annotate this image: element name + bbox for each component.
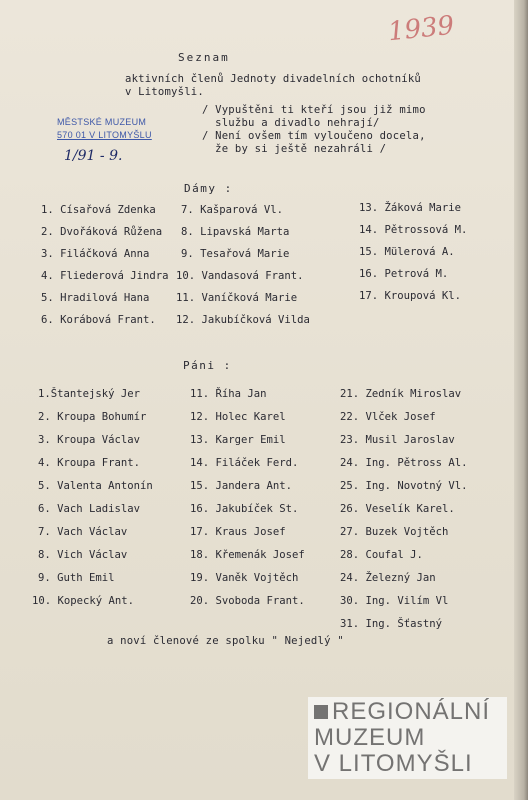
list-item: 8. Vich Václav — [38, 549, 128, 561]
list-item: 12. Holec Karel — [190, 411, 286, 423]
list-item: 12. Jakubíčková Vilda — [176, 314, 310, 326]
note-block — [202, 104, 426, 156]
list-item: 21. Zedník Miroslav — [340, 388, 462, 400]
list-item: 13. Žáková Marie — [359, 202, 462, 214]
watermark-square-icon — [314, 705, 328, 719]
list-item: 10. Vandasová Frant. — [176, 270, 304, 282]
note-line: / Není ovšem tím vyloučeno docela, — [202, 130, 426, 142]
list-item: 4. Fliederová Jindra — [41, 270, 169, 282]
list-item: 31. Ing. Šťastný — [340, 618, 443, 630]
museum-watermark — [308, 697, 507, 779]
list-item: 2. Dvořáková Růžena — [41, 226, 163, 238]
list-item: 15. Mülerová A. — [359, 246, 455, 258]
list-item: 7. Vach Václav — [38, 526, 128, 538]
list-item: 8. Lipavská Marta — [181, 226, 290, 238]
list-item: 27. Buzek Vojtěch — [340, 526, 449, 538]
section-heading-pani: Páni : — [183, 359, 232, 372]
section-heading-damy: Dámy : — [184, 182, 233, 195]
list-item: 30. Ing. Vilím Vl — [340, 595, 449, 607]
watermark-line-1: REGIONÁLNÍ — [332, 698, 491, 725]
list-item: 1. Císařová Zdenka — [41, 204, 156, 216]
list-item: 26. Veselík Karel. — [340, 503, 455, 515]
list-item: 16. Petrová M. — [359, 268, 449, 280]
list-item: 3. Kroupa Václav — [38, 434, 141, 446]
inventory-note: 1/91 - 9. — [64, 148, 123, 164]
page-edge — [514, 0, 528, 800]
list-item: 20. Svoboda Frant. — [190, 595, 305, 607]
list-item: 22. Vlček Josef — [340, 411, 436, 423]
list-item: 9. Guth Emil — [38, 572, 115, 584]
list-item: 18. Křemenák Josef — [190, 549, 305, 561]
list-item: 11. Vaníčková Marie — [176, 292, 298, 304]
footer-note: a noví členové ze spolku " Nejedlý " — [107, 635, 344, 647]
stamp-line-2: 570 01 V LITOMYŠLU — [57, 130, 152, 140]
list-item: 2. Kroupa Bohumír — [38, 411, 147, 423]
watermark-line-2: MUZEUM — [314, 724, 426, 751]
list-item: 6. Vach Ladislav — [38, 503, 141, 515]
stamp-line-1: MĚSTSKÉ MUZEUM — [57, 117, 147, 127]
list-item: 16. Jakubíček St. — [190, 503, 299, 515]
subtitle-line-1: aktivních členů Jednoty divadelních ochotníků — [125, 73, 422, 85]
list-item: 13. Karger Emil — [190, 434, 286, 446]
list-item: 6. Korábová Frant. — [41, 314, 156, 326]
list-item: 1.Štantejský Jer — [38, 388, 141, 400]
list-item: 23. Musil Jaroslav — [340, 434, 455, 446]
list-item: 7. Kašparová Vl. — [181, 204, 284, 216]
watermark-line-3: V LITOMYŠLI — [314, 750, 473, 777]
list-item: 5. Valenta Antonín — [38, 480, 153, 492]
note-line: že by si ještě nezahráli / — [202, 143, 387, 155]
list-item: 28. Coufal J. — [340, 549, 423, 561]
note-line: službu a divadlo nehrají/ — [202, 117, 380, 129]
list-item: 10. Kopecký Ant. — [32, 595, 135, 607]
museum-stamp — [57, 116, 152, 142]
list-item: 17. Kraus Josef — [190, 526, 286, 538]
list-item: 5. Hradilová Hana — [41, 292, 150, 304]
document-title: Seznam — [178, 51, 230, 64]
list-item: 24. Ing. Pětross Al. — [340, 457, 468, 469]
year-annotation: 1939 — [386, 10, 456, 48]
list-item: 14. Filáček Ferd. — [190, 457, 299, 469]
list-item: 19. Vaněk Vojtěch — [190, 572, 299, 584]
list-item: 25. Ing. Novotný Vl. — [340, 480, 468, 492]
list-item: 17. Kroupová Kl. — [359, 290, 462, 302]
list-item: 3. Filáčková Anna — [41, 248, 150, 260]
list-item: 9. Tesařová Marie — [181, 248, 290, 260]
list-item: 24. Železný Jan — [340, 572, 436, 584]
list-item: 11. Říha Jan — [190, 388, 267, 400]
subtitle-line-2: v Litomyšli. — [125, 86, 204, 98]
list-item: 4. Kroupa Frant. — [38, 457, 141, 469]
list-item: 14. Pětrossová M. — [359, 224, 468, 236]
list-item: 15. Jandera Ant. — [190, 480, 293, 492]
note-line: / Vypuštěni ti kteří jsou již mimo — [202, 104, 426, 116]
